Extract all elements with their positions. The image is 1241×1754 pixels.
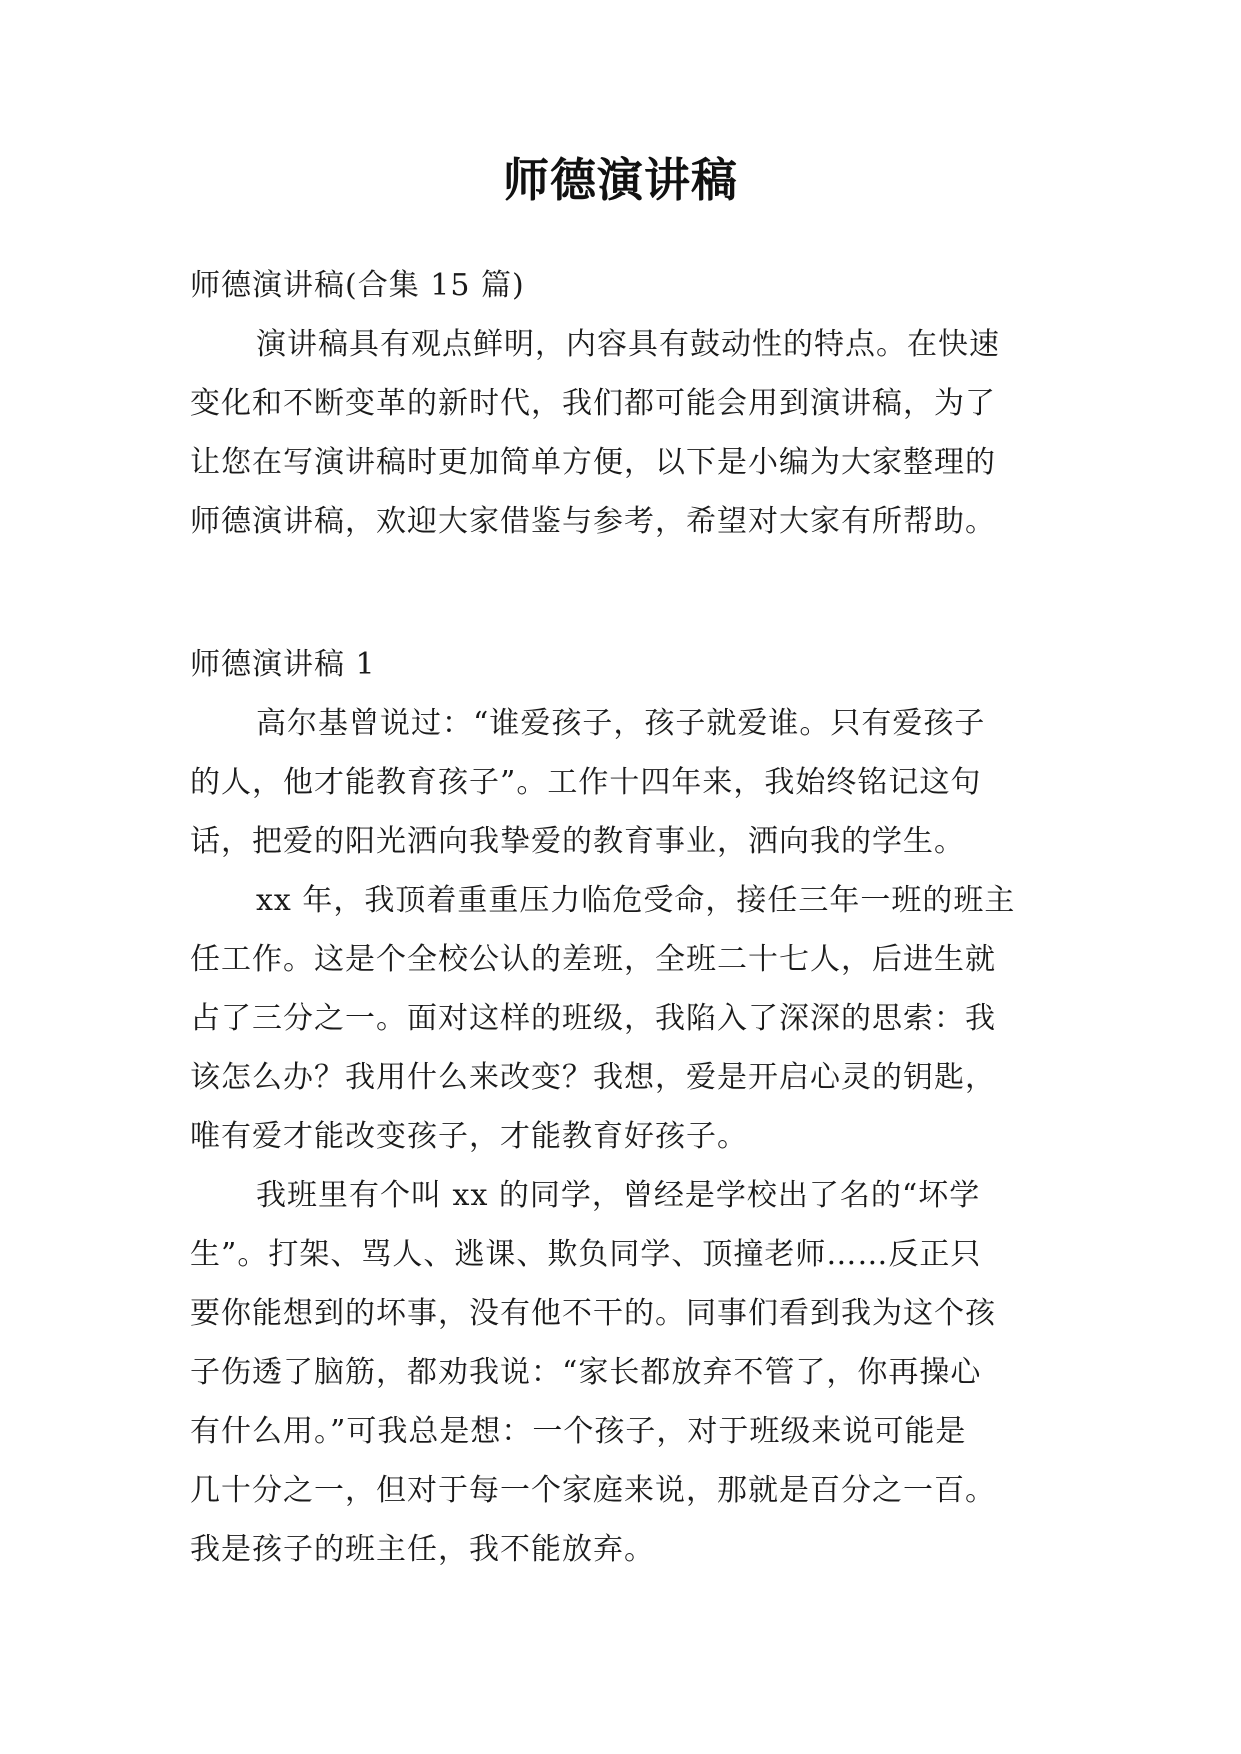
paragraph-line: 几十分之一，但对于每一个家庭来说，那就是百分之一百。	[190, 1473, 996, 1508]
paragraph-line: 该怎么办？我用什么来改变？我想，爱是开启心灵的钥匙，	[190, 1060, 996, 1095]
paragraph-line: 占了三分之一。面对这样的班级，我陷入了深深的思索：我	[190, 1001, 996, 1036]
paragraph-line: 有什么用。”可我总是想：一个孩子，对于班级来说可能是	[190, 1414, 967, 1449]
paragraph-line: xx 年，我顶着重重压力临危受命，接任三年一班的班主	[256, 883, 1016, 918]
paragraph-line: 唯有爱才能改变孩子，才能教育好孩子。	[190, 1119, 748, 1154]
section-1-block	[190, 635, 1050, 1579]
paragraph-line: 任工作。这是个全校公认的差班，全班二十七人，后进生就	[190, 942, 996, 977]
section-1-heading: 师德演讲稿 1	[190, 647, 376, 682]
intro-paragraph-line: 演讲稿具有观点鲜明，内容具有鼓动性的特点。在快速	[256, 327, 1000, 362]
paragraph-line: 的人，他才能教育孩子”。工作十四年来，我始终铭记这句	[190, 765, 982, 800]
paragraph-line: 要你能想到的坏事，没有他不干的。同事们看到我为这个孩	[190, 1296, 996, 1331]
intro-block	[190, 256, 1050, 551]
intro-paragraph-line: 师德演讲稿，欢迎大家借鉴与参考，希望对大家有所帮助。	[190, 504, 996, 539]
paragraph-line: 我班里有个叫 xx 的同学，曾经是学校出了名的“坏学	[256, 1178, 981, 1213]
document-title: 师德演讲稿	[503, 153, 738, 207]
paragraph-line: 我是孩子的班主任，我不能放弃。	[190, 1532, 655, 1567]
paragraph-line: 话，把爱的阳光洒向我挚爱的教育事业，洒向我的学生。	[190, 824, 965, 859]
paragraph-line: 生”。打架、骂人、逃课、欺负同学、顶撞老师……反正只	[190, 1237, 982, 1272]
collection-heading: 师德演讲稿(合集 15 篇)	[190, 268, 525, 303]
paragraph-line: 子伤透了脑筋，都劝我说：“家长都放弃不管了，你再操心	[190, 1355, 982, 1390]
paragraph-line: 高尔基曾说过：“谁爱孩子，孩子就爱谁。只有爱孩子	[256, 706, 986, 741]
intro-paragraph-line: 变化和不断变革的新时代，我们都可能会用到演讲稿，为了	[190, 386, 996, 421]
intro-paragraph-line: 让您在写演讲稿时更加简单方便，以下是小编为大家整理的	[190, 445, 996, 480]
